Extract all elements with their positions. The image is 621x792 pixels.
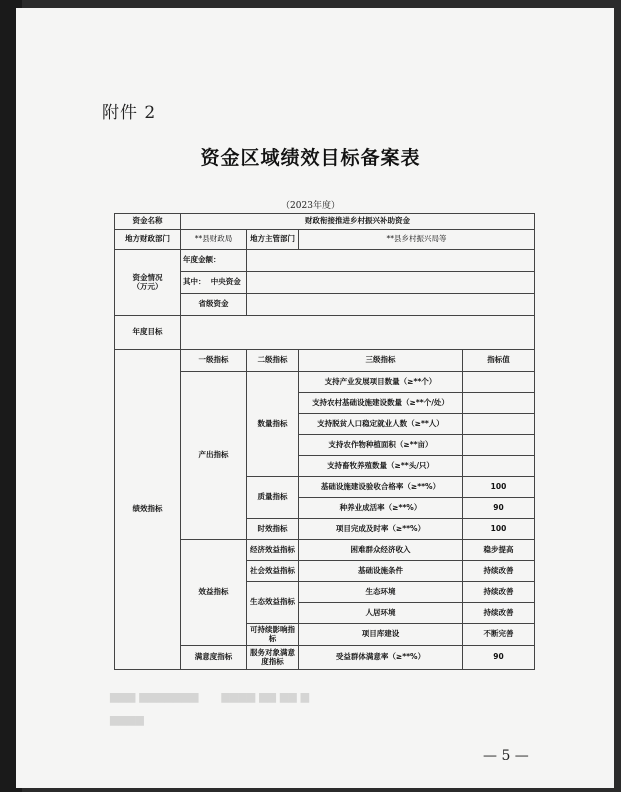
fund-name-label: 资金名称 xyxy=(115,214,181,230)
col-level1: 一级指标 xyxy=(181,350,247,372)
central-fund-label: 中央资金 xyxy=(210,277,241,287)
provincial-fund-label: 省级资金 xyxy=(181,294,247,316)
indicator-value: 90 xyxy=(463,646,535,670)
timeliness-indicator: 时效指标 xyxy=(247,519,299,540)
output-indicator: 产出指标 xyxy=(181,372,247,540)
indicator-name: 种养业成活率（≥**%） xyxy=(299,498,463,519)
indicator-name: 支持脱贫人口稳定就业人数（≥**人） xyxy=(299,414,463,435)
bleed-through-decoration: ▆▆▆ ▆▆▆▆▆▆▆ ▆▆▆▆ ▆▆ ▆▆ ▆ ▆▆▆▆ xyxy=(110,690,310,726)
indicator-value xyxy=(463,456,535,477)
local-finance-value: **县财政局 xyxy=(181,230,247,250)
indicator-value: 100 xyxy=(463,519,535,540)
local-authority-value: **县乡村振兴局等 xyxy=(299,230,535,250)
social-benefit: 社会效益指标 xyxy=(247,561,299,582)
fund-name-value: 财政衔接推进乡村振兴补助资金 xyxy=(181,214,535,230)
indicator-name: 基础设施建设验收合格率（≥**%） xyxy=(299,477,463,498)
attachment-label: 附件 2 xyxy=(102,103,157,123)
benefit-indicator: 效益指标 xyxy=(181,540,247,646)
ecological-benefit: 生态效益指标 xyxy=(247,582,299,624)
satisfaction-indicator: 满意度指标 xyxy=(181,646,247,670)
indicator-value: 持续改善 xyxy=(463,582,535,603)
indicator-name: 支持农作物种植面积（≥**亩） xyxy=(299,435,463,456)
performance-target-table xyxy=(114,213,535,670)
indicator-value: 不断完善 xyxy=(463,624,535,646)
perf-indicator-label: 绩效指标 xyxy=(115,350,181,670)
service-satisfaction: 服务对象满意度指标 xyxy=(247,646,299,670)
indicator-name: 项目完成及时率（≥**%） xyxy=(299,519,463,540)
local-finance-label: 地方财政部门 xyxy=(115,230,181,250)
page-number: — 5 — xyxy=(483,748,529,764)
provincial-fund-value xyxy=(247,294,535,316)
indicator-value xyxy=(463,393,535,414)
indicator-value: 稳步提高 xyxy=(463,540,535,561)
annual-goal-label: 年度目标 xyxy=(115,316,181,350)
indicator-value: 持续改善 xyxy=(463,603,535,624)
central-fund-label-cell xyxy=(181,272,247,294)
economic-benefit: 经济效益指标 xyxy=(247,540,299,561)
quantity-indicator: 数量指标 xyxy=(247,372,299,477)
of-which-label: 其中： xyxy=(183,277,206,287)
annual-goal-value xyxy=(181,316,535,350)
indicator-name: 困难群众经济收入 xyxy=(299,540,463,561)
indicator-name: 受益群体满意率（≥**%） xyxy=(299,646,463,670)
indicator-name: 人居环境 xyxy=(299,603,463,624)
annual-amount-label: 年度金额： xyxy=(181,250,247,272)
local-authority-label: 地方主管部门 xyxy=(247,230,299,250)
indicator-value xyxy=(463,414,535,435)
col-level3: 三级指标 xyxy=(299,350,463,372)
quality-indicator: 质量指标 xyxy=(247,477,299,519)
indicator-value: 100 xyxy=(463,477,535,498)
indicator-name: 项目库建设 xyxy=(299,624,463,646)
col-value: 指标值 xyxy=(463,350,535,372)
indicator-name: 生态环境 xyxy=(299,582,463,603)
indicator-name: 支持农村基础设施建设数量（≥**个/处） xyxy=(299,393,463,414)
indicator-value: 90 xyxy=(463,498,535,519)
indicator-value: 持续改善 xyxy=(463,561,535,582)
annual-amount-value xyxy=(247,250,535,272)
year-label: （2023年度） xyxy=(281,201,340,211)
indicator-name: 支持畜牧养殖数量（≥**头/只） xyxy=(299,456,463,477)
document-title: 资金区域绩效目标备案表 xyxy=(200,147,421,169)
indicator-value xyxy=(463,435,535,456)
indicator-value xyxy=(463,372,535,393)
col-level2: 二级指标 xyxy=(247,350,299,372)
indicator-name: 支持产业发展项目数量（≥**个） xyxy=(299,372,463,393)
indicator-name: 基础设施条件 xyxy=(299,561,463,582)
central-fund-value xyxy=(247,272,535,294)
sustainable-impact: 可持续影响指标 xyxy=(247,624,299,646)
funding-label: 资金情况 （万元） xyxy=(115,250,181,316)
